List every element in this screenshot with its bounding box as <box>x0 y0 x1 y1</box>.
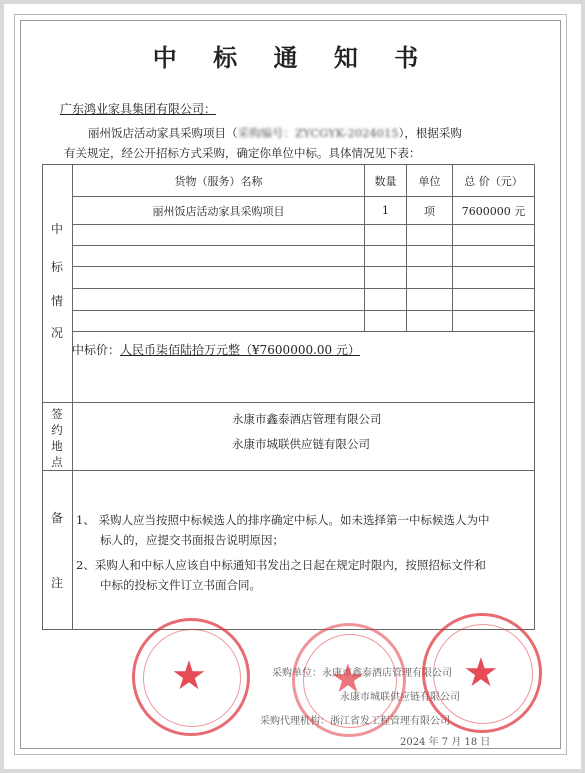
side-label-2-char: 签 <box>51 407 63 421</box>
red-seal-stamp-right <box>422 613 542 733</box>
footer-agency: 采购代理机构：浙江省发工程管理有限公司 <box>260 716 450 727</box>
price-value: 人民币柒佰陆拾万元整（¥7600000.00 元） <box>120 343 360 357</box>
paragraph-1 <box>88 123 528 143</box>
page-title: 中 标 通 知 书 <box>152 43 433 72</box>
notice-page <box>4 4 581 769</box>
side-label-1-char: 情 <box>50 294 63 308</box>
header-total: 总 价（元） <box>464 174 523 188</box>
side-label-2-char: 地 <box>51 439 63 453</box>
red-seal-stamp-middle <box>292 623 406 737</box>
footer-buyer: 采购单位：永康市鑫泰酒店管理有限公司 <box>272 668 452 679</box>
sign-place-2: 永康市城联供应链有限公司 <box>232 437 370 451</box>
side-label-1-char: 况 <box>50 326 63 340</box>
star-icon: ★ <box>171 653 207 699</box>
price-label: 中标价： <box>72 343 121 357</box>
row-unit: 项 <box>424 204 435 218</box>
red-seal-stamp-left <box>132 618 250 736</box>
star-icon: ★ <box>330 656 366 702</box>
side-label-2-char: 约 <box>51 423 63 437</box>
award-price <box>72 341 360 358</box>
side-label-1-char: 标 <box>50 260 63 274</box>
star-icon: ★ <box>463 650 499 696</box>
side-label-2-char: 点 <box>51 455 63 469</box>
para1-text-b: ），根据采购 <box>398 126 462 140</box>
para1-text-a: 丽州饭店活动家具采购项目（ <box>88 126 238 140</box>
note-line-3: 2、采购人和中标人应该自中标通知书发出之日起在规定时限内，按照招标文件和 <box>76 558 486 572</box>
header-unit: 单位 <box>418 174 441 188</box>
row-total: 7600000 元 <box>461 204 526 218</box>
header-quantity: 数量 <box>374 174 397 188</box>
recipient: 广东鸿业家具集团有限公司： <box>60 102 217 116</box>
side-label-3-char: 备 <box>50 511 63 525</box>
sign-place-1: 永康市鑫泰酒店管理有限公司 <box>232 412 382 426</box>
footer-buyer-2: 永康市城联供应链有限公司 <box>340 692 460 703</box>
row-item-name: 丽州饭店活动家具采购项目 <box>152 204 285 218</box>
header-name: 货物（服务）名称 <box>174 174 263 188</box>
footer-date: 2024 年 7 月 18 日 <box>400 737 491 748</box>
note-line-1: 1、 采购人应当按照中标候选人的排序确定中标人。如未选择第一中标候选人为中 <box>76 513 490 527</box>
row-quantity: 1 <box>382 204 389 217</box>
project-number-blurred: 采购编号：ZYCGYK-2024015 <box>237 126 399 140</box>
side-label-3-char: 注 <box>50 576 63 590</box>
note-line-2: 标人的，应提交书面报告说明原因； <box>100 533 284 547</box>
side-label-1-char: 中 <box>50 222 63 236</box>
paragraph-2: 有关规定，经公开招标方式采购，确定你单位中标。具体情况见下表： <box>64 146 421 160</box>
note-line-4: 中标的投标文件订立书面合同。 <box>100 578 261 592</box>
